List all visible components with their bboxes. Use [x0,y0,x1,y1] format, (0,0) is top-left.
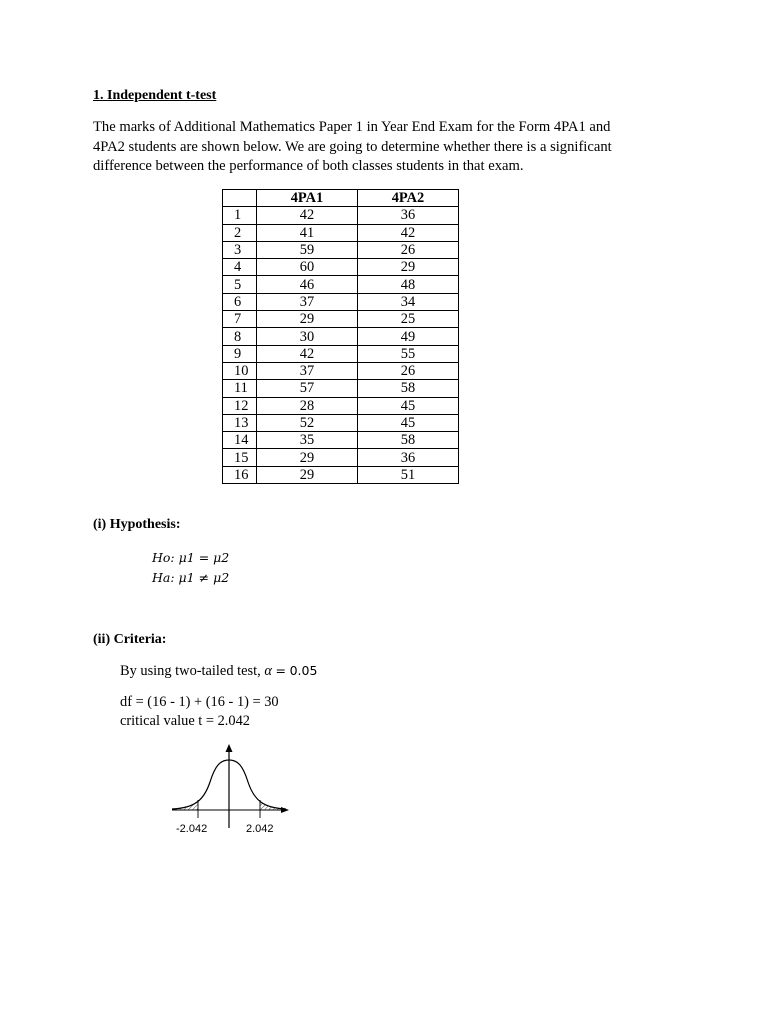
test-type-text: By using two-tailed test, [120,663,261,679]
row-4pa2-cell: 36 [358,449,459,466]
hypothesis-title: (i) Hypothesis: [93,517,181,532]
row-4pa1-cell: 30 [257,328,358,345]
row-4pa1-cell: 41 [257,224,358,241]
row-4pa1-cell: 29 [257,311,358,328]
row-4pa2-cell: 45 [358,397,459,414]
row-index-cell: 1 [223,207,257,224]
alpha-symbol: α [264,663,272,679]
row-index-cell: 3 [223,241,257,258]
table-body [223,207,459,484]
row-4pa1-cell: 60 [257,259,358,276]
row-4pa1-cell: 42 [257,345,358,362]
row-4pa1-cell: 46 [257,276,358,293]
row-index-cell: 15 [223,449,257,466]
row-4pa2-cell: 25 [358,311,459,328]
row-index-cell: 5 [223,276,257,293]
row-index-cell: 7 [223,311,257,328]
row-index-cell: 6 [223,293,257,310]
table-row [223,293,459,310]
row-4pa1-cell: 29 [257,466,358,483]
row-4pa2-cell: 51 [358,466,459,483]
row-index-cell: 12 [223,397,257,414]
row-4pa2-cell: 29 [358,259,459,276]
table-row [223,466,459,483]
intro-line-1: The marks of Additional Mathematics Paper 1 in Year End Exam for the Form 4PA1 and [93,119,611,135]
row-4pa2-cell: 58 [358,380,459,397]
row-4pa2-cell: 34 [358,293,459,310]
table-row [223,414,459,431]
alt-operator: ≠ [198,570,210,585]
row-index-cell: 14 [223,432,257,449]
intro-line-2: 4PA2 students are shown below. We are going to determine whether there is a significant [93,138,612,155]
table-row [223,207,459,224]
criteria-title: (ii) Criteria: [93,632,167,647]
table-header-row [223,190,459,207]
intro-line-3: difference between the performance of both classes students in that exam. [93,158,524,174]
alpha-value: 0.05 [289,663,318,678]
row-4pa2-cell: 48 [358,276,459,293]
right-critical-label: 2.042 [246,823,274,835]
null-lhs: Ho: μ1 [152,550,195,565]
table-row [223,397,459,414]
y-axis-arrow-icon [226,744,233,752]
row-index-cell: 11 [223,380,257,397]
row-4pa2-cell: 36 [358,207,459,224]
t-distribution-figure [160,740,300,840]
table-row [223,449,459,466]
table-row [223,345,459,362]
row-index-cell: 16 [223,466,257,483]
df-line: df = (16 - 1) + (16 - 1) = 30 [120,694,279,710]
row-4pa1-cell: 57 [257,380,358,397]
header-4pa2: 4PA2 [358,190,459,207]
null-rhs: μ2 [213,550,230,565]
alt-lhs: Ha: μ1 [152,570,195,585]
alternative-hypothesis [152,570,229,585]
table-row [223,328,459,345]
test-type-line [120,663,317,680]
row-index-cell: 2 [223,224,257,241]
table-row [223,380,459,397]
table-row [223,311,459,328]
alt-rhs: μ2 [213,570,230,585]
row-4pa1-cell: 59 [257,241,358,258]
table-row [223,241,459,258]
table-row [223,432,459,449]
row-4pa2-cell: 45 [358,414,459,431]
marks-table [222,189,459,484]
intro-paragraph [93,118,658,177]
row-4pa2-cell: 49 [358,328,459,345]
row-index-cell: 10 [223,362,257,379]
null-operator: = [198,550,210,565]
row-index-cell: 9 [223,345,257,362]
row-4pa1-cell: 29 [257,449,358,466]
row-4pa1-cell: 35 [257,432,358,449]
table-row [223,362,459,379]
row-4pa2-cell: 26 [358,241,459,258]
row-4pa1-cell: 52 [257,414,358,431]
row-4pa2-cell: 58 [358,432,459,449]
header-4pa1: 4PA1 [257,190,358,207]
null-hypothesis [152,550,229,565]
left-critical-label: -2.042 [176,823,208,835]
table-row [223,224,459,241]
row-4pa2-cell: 26 [358,362,459,379]
row-4pa1-cell: 28 [257,397,358,414]
row-4pa2-cell: 55 [358,345,459,362]
row-4pa1-cell: 42 [257,207,358,224]
table-row [223,259,459,276]
row-4pa1-cell: 37 [257,362,358,379]
row-index-cell: 13 [223,414,257,431]
table-row [223,276,459,293]
alpha-equals: = [275,663,286,678]
row-index-cell: 8 [223,328,257,345]
header-index [223,190,257,207]
row-4pa1-cell: 37 [257,293,358,310]
row-4pa2-cell: 42 [358,224,459,241]
row-index-cell: 4 [223,259,257,276]
section-title: 1. Independent t-test [93,88,217,103]
critical-value-line: critical value t = 2.042 [120,713,250,729]
